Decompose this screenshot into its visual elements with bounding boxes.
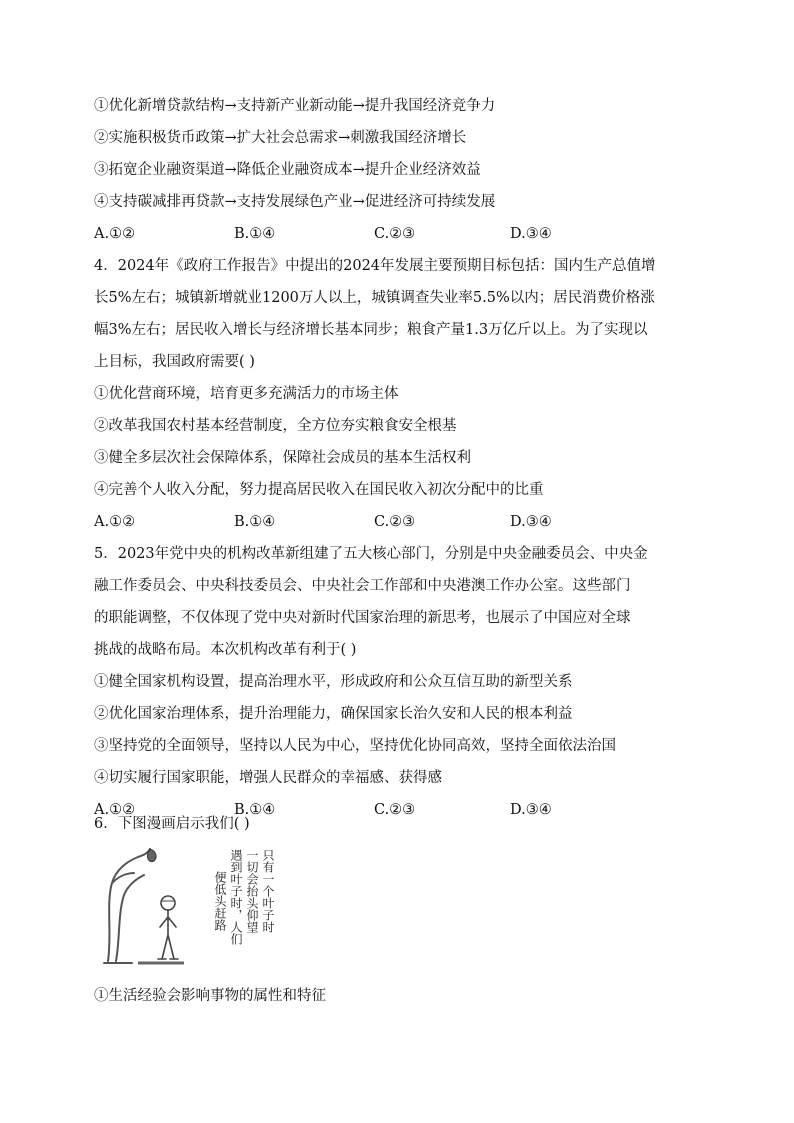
q5-option-d: D.③④ (510, 802, 552, 818)
cartoon-image (98, 843, 280, 971)
q5-item-2: ②优化国家治理体系，提升治理能力，确保国家长治久安和人民的根本利益 (94, 706, 573, 722)
q3-option-b: B.①④ (234, 226, 276, 242)
q3-item-2: ②实施积极货币政策→扩大社会总需求→刺激我国经济增长 (94, 130, 467, 146)
q4-item-3: ③健全多层次社会保障体系，保障社会成员的基本生活权利 (94, 450, 471, 466)
q3-option-a: A.①② (94, 226, 136, 242)
q4-stem-line-2: 长5%左右；城镇新增就业1200万人以上，城镇调查失业率5.5%以内；居民消费价格涨 (94, 290, 655, 306)
q4-option-b: B.①④ (234, 514, 276, 530)
cartoon-caption (213, 849, 275, 945)
q4-item-1: ①优化营商环境，培育更多充满活力的市场主体 (94, 386, 399, 402)
cartoon-caption-line-2: 一切会抬头仰望 (245, 849, 259, 933)
q5-stem-line-3: 的职能调整，不仅体现了党中央对新时代国家治理的新思考，也展示了中国应对全球 (94, 610, 631, 626)
q5-item-4: ④切实履行国家职能，增强人民群众的幸福感、获得感 (94, 770, 442, 786)
cartoon-person (158, 896, 178, 959)
cartoon-caption-line-3: 遇到叶子时，人们 (229, 849, 243, 945)
q3-item-1: ①优化新增贷款结构→支持新产业新动能→提升我国经济竞争力 (94, 98, 496, 114)
q4-options (94, 512, 714, 532)
cartoon-caption-line-4: 便低头赶路 (213, 871, 227, 931)
q4-option-d: D.③④ (510, 514, 552, 530)
q4-stem-line-1: 4．2024年《政府工作报告》中提出的2024年发展主要预期目标包括：国内生产总值增 (94, 258, 656, 274)
cartoon-tree (104, 849, 150, 963)
q5-stem-line-1: 5．2023年党中央的机构改革新组建了五大核心部门，分别是中央金融委员会、中央金 (94, 546, 648, 562)
q4-option-c: C.②③ (374, 514, 416, 530)
q4-item-2: ②改革我国农村基本经营制度，全方位夯实粮食安全根基 (94, 418, 457, 434)
q4-stem-line-4: 上目标，我国政府需要( ) (94, 354, 255, 370)
q4-option-a: A.①② (94, 514, 136, 530)
q6-stem: 6．下图漫画启示我们( ) (94, 816, 250, 832)
q4-item-4: ④完善个人收入分配，努力提高居民收入在国民收入初次分配中的比重 (94, 482, 544, 498)
q4-stem-line-3: 幅3%左右；居民收入增长与经济增长基本同步；粮食产量1.3万亿斤以上。为了实现以 (94, 322, 648, 338)
q5-item-3: ③坚持党的全面领导，坚持以人民为中心，坚持优化协同高效，坚持全面依法治国 (94, 738, 616, 754)
q5-option-c: C.②③ (374, 802, 416, 818)
q3-option-c: C.②③ (374, 226, 416, 242)
q5-item-1: ①健全国家机构设置，提高治理水平，形成政府和公众互信互助的新型关系 (94, 674, 573, 690)
q3-item-3: ③拓宽企业融资渠道→降低企业融资成本→提升企业经济效益 (94, 162, 481, 178)
q5-stem-line-2: 融工作委员会、中央科技委员会、中央社会工作部和中央港澳工作办公室。这些部门 (94, 578, 631, 594)
q5-option-b: B.①④ (234, 802, 276, 818)
q3-option-d: D.③④ (510, 226, 552, 242)
cartoon-leaf (147, 849, 156, 862)
q5-option-a: A.①② (94, 802, 136, 818)
q6-item-1: ①生活经验会影响事物的属性和特征 (94, 988, 326, 1004)
q3-item-4: ④支持碳减排再贷款→支持发展绿色产业→促进经济可持续发展 (94, 194, 496, 210)
q3-options (94, 224, 714, 244)
q5-stem-line-4: 挑战的战略布局。本次机构改革有利于( ) (94, 642, 357, 658)
cartoon-caption-line-1: 只有一个叶子时 (261, 849, 275, 933)
